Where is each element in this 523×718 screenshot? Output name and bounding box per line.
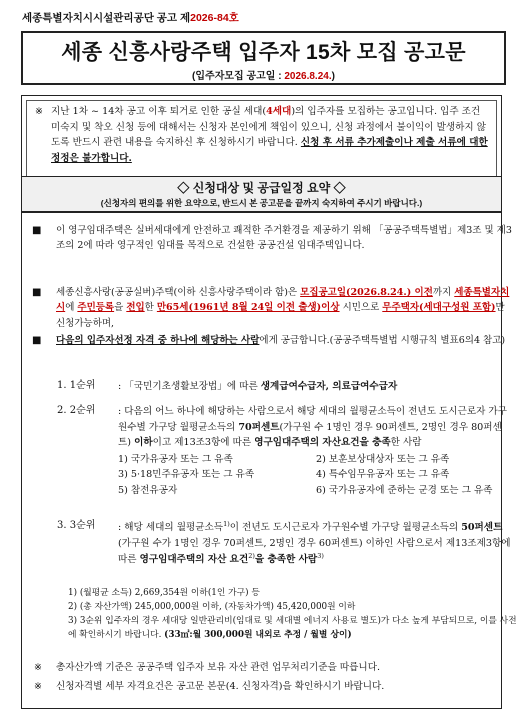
rank3-label: 3. 3순위 [57, 520, 96, 531]
rank2-desc: 한 사람 [390, 437, 422, 449]
elig-text: 시민으로 [339, 302, 383, 314]
selection-lead: 다음의 입주자선정 자격 중 하나에 해당하는 사람 [56, 335, 260, 346]
footnote-fee [68, 615, 518, 643]
notice-vacancy-count: 4세대 [266, 106, 292, 117]
note-text: 총자산가액 기준은 공공주택 입주자 보유 자산 관련 업무처리기준을 따릅니다. [56, 662, 381, 673]
rank3-desc: 을 충족한 사람 [254, 554, 318, 566]
elig-text: 한 [144, 302, 157, 314]
rank3-text [118, 519, 514, 568]
notice-warning: 신청 후 서류 추가제출이나 제출 서류에 대한 정정은 불가합니다. [51, 137, 488, 164]
rank3-desc: : 해당 세대의 월평균소득 [118, 522, 224, 534]
summary-subtitle: (신청자의 편의를 위한 요약으로, 반드시 본 공고문을 끝까지 숙지하여 주시기 바랍니다.) [100, 198, 423, 209]
footnote-ref: 3) [317, 552, 324, 561]
note-line [34, 660, 516, 676]
elig-registration: 주민등록 [77, 302, 115, 314]
footnote-assets: 2) (총 자산가액) 245,000,000원 이하, (자동차가액) 45,420,000원 이하 [68, 601, 356, 612]
notice-content [26, 100, 497, 187]
rank1-target: 생계급여수급자, 의료급여수급자 [260, 381, 398, 392]
bullet-square: ■ [32, 335, 42, 346]
rank1-text [118, 379, 514, 395]
summary-header [21, 176, 502, 212]
footnote-fee-text: 3) 3순위 입주자의 경우 세대당 일반관리비(임대료 및 세대별 에너지 사용료 별도)가 다소 높게 부담되므로, 이를 사전에 확인하시기 바랍니다. [68, 615, 517, 640]
list-item: 6) 국가유공자에 준하는 군경 또는 그 유족 [316, 484, 493, 496]
rank2-below: 이하 [134, 437, 153, 449]
title-box [21, 31, 506, 85]
date-suffix: ) [331, 71, 335, 83]
org-label: 세종특별자치시시설관리공단 공고 제 [22, 12, 191, 24]
footnote-ref: 1) [223, 520, 230, 528]
list-item: 5) 참전유공자 [118, 484, 178, 496]
notice-number: 2026-84호 [190, 12, 239, 24]
intro-text: 이 영구임대주택은 실버세대에게 안전하고 쾌적한 주거환경을 제공하기 위해 「공공주택특별법」제3조 및 제3조의 2에 따라 영구적인 임대를 목적으로 건설한 공공건설 임대주택입니다. [56, 225, 512, 252]
rank3-desc: 이 전년도 도시근로자 가구원수별 가구당 월평균소득의 [229, 522, 462, 534]
elig-city: 세종특별자치시 [56, 287, 510, 314]
list-item: 3) 5·18민주유공자 또는 그 유족 [118, 469, 255, 481]
summary-title: ◇ 신청대상 및 공급일정 요약 ◇ [177, 181, 346, 195]
notice-text-2: )의 입주자를 모집하는 공고입니다. 입주 조건 미숙지 및 착오 신청 등에 대해서는 신청자 본인에게 책임이 있으니, 신청 과정에서 불이익이 발생하지 않도록 반드시 관련 내용을 숙지하신 후 신청하시기 바랍니다. [51, 106, 486, 149]
list-item: 1) 국가유공자 또는 그 유족 [118, 453, 233, 465]
rank2-desc: : 다음의 어느 하나에 해당하는 사람으로서 해당 세대의 월평균소득이 전년도 도시근로자 가구원수별 가구당 월평균소득의 [118, 406, 507, 433]
elig-text: 세종신흥사랑(공공실버)주택(이하 신흥사랑주택이라 함)은 [56, 287, 301, 298]
note-mark: ※ [34, 662, 43, 673]
notice-number-line [22, 11, 239, 26]
paragraph-selection [32, 333, 514, 348]
rank2-label: 2. 2순위 [57, 405, 96, 416]
elig-move-in: 전입 [126, 302, 145, 314]
page-title: 세종 신흥사랑주택 입주자 15차 모집 공고문 [61, 41, 466, 64]
rank1-desc: : 「국민기초생활보장법」에 따른 [118, 381, 261, 392]
rank3-percent: 50퍼센트 [461, 522, 503, 534]
summary-body [21, 212, 517, 709]
elig-date: 모집공고일(2026.8.24.) 이전 [300, 287, 433, 298]
footnotes [68, 587, 518, 643]
date-value: 2026.8.24. [284, 71, 332, 83]
footnote-fee-amount: (33㎡:월 300,000원 내외로 추정 / 월별 상이) [164, 629, 352, 640]
bullet-square: ■ [32, 225, 42, 236]
rank2-asset: 영구임대주택의 자산요건을 충족 [254, 437, 391, 449]
notice-text-1: 지난 1차 ~ 14차 공고 이후 퇴거로 인한 공실 세대( [51, 106, 267, 117]
rank2-percent: 70퍼센트 [238, 421, 280, 433]
note-text: 신청자격별 세부 자격요건은 공고문 본문(4. 신청자격)을 확인하시기 바랍니다. [56, 681, 385, 692]
footnote-income: 1) (월평균 소득) 2,669,354원 이하(1인 가구) 등 [68, 588, 260, 598]
note-mark: ※ [35, 106, 44, 117]
note-mark: ※ [34, 681, 43, 692]
elig-text: 까지 [432, 287, 455, 298]
elig-text: 만 신청가능하며, [56, 302, 505, 329]
paragraph-intro [32, 223, 514, 254]
bullet-square: ■ [32, 287, 42, 298]
date-prefix: (입주자모집 공고일 : [192, 71, 285, 83]
footnote-ref: 2) [248, 552, 255, 561]
elig-homeless: 무주택자(세대구성원 포함) [382, 302, 496, 314]
rank1-label: 1. 1순위 [57, 380, 96, 391]
elig-text: 에 [65, 302, 78, 314]
rank2-desc: 이고 제13조3항에 따른 [152, 437, 255, 449]
rank2-text [118, 404, 514, 498]
list-item: 4) 특수임무유공자 또는 그 유족 [316, 469, 450, 481]
elig-age: 만65세(1961년 8월 24일 이전 출생)이상 [156, 302, 340, 314]
rank2-desc: (가구원 수 1명인 경우 90퍼센트, 2명인 경우 80퍼센트) [118, 421, 502, 449]
announcement-date [23, 70, 504, 85]
list-item: 2) 보훈보상대상자 또는 그 유족 [316, 453, 450, 465]
elig-text: 을 [114, 302, 127, 314]
rank2-list [118, 452, 514, 499]
rank3-desc: (가구원 수가 1명인 경우 70퍼센트, 2명인 경우 60퍼센트) 이하인 사람으로서 제13조제3항에 따른 [118, 537, 511, 566]
paragraph-eligibility [32, 285, 514, 331]
selection-text: 에게 공급합니다.(공공주택특별법 시행규칙 별표6의4 참고) [259, 335, 506, 346]
note-line [34, 679, 516, 695]
rank3-asset: 영구임대주택의 자산 요건 [139, 554, 249, 566]
